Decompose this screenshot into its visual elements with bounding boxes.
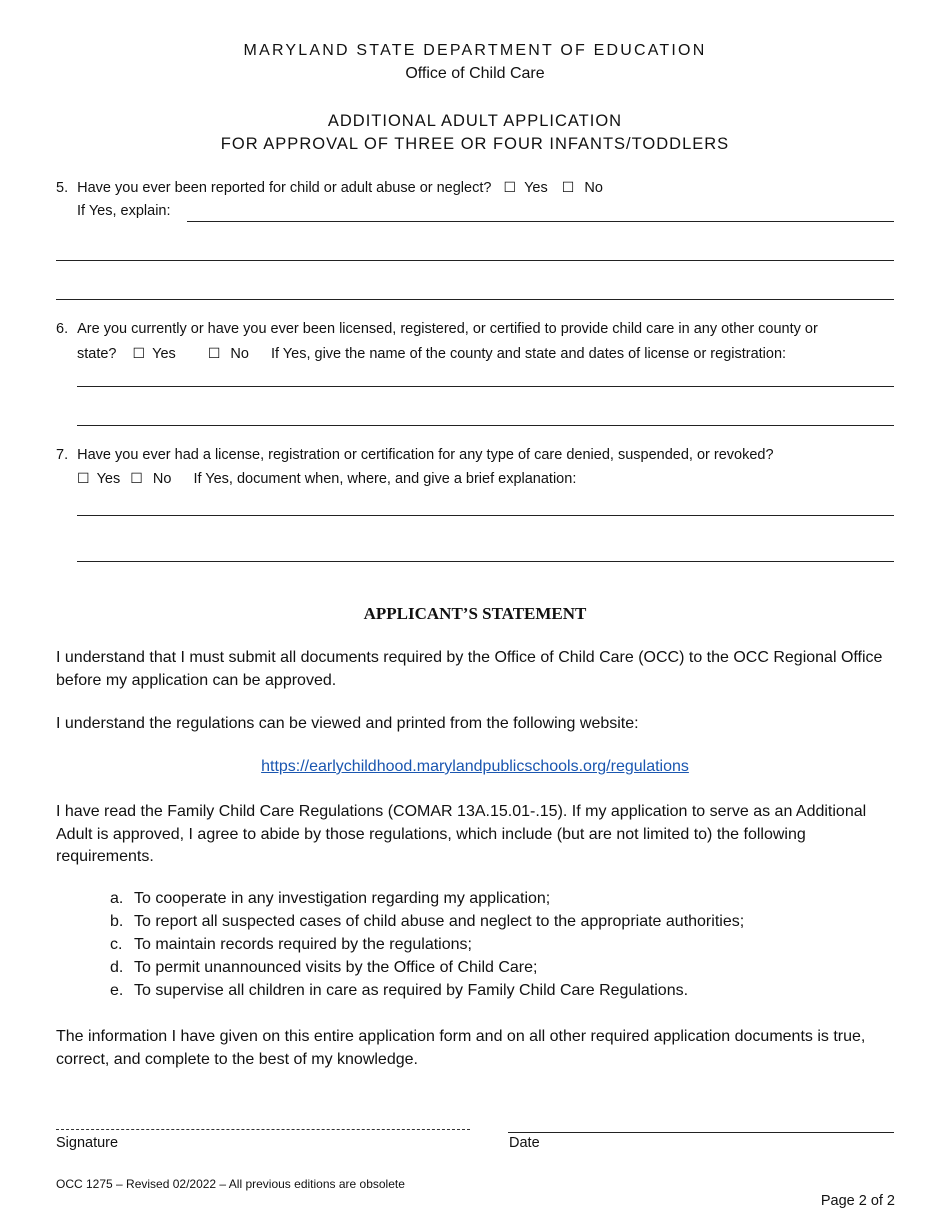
requirement-text: To cooperate in any investigation regarding my application; — [134, 890, 551, 907]
q5-yes-label: Yes — [524, 180, 548, 196]
requirement-text: To maintain records required by the regulations; — [134, 936, 472, 953]
requirement-marker: e. — [110, 982, 124, 999]
question-6-number: 6. — [56, 321, 69, 337]
form-revision-info: OCC 1275 – Revised 02/2022 – All previous editions are obsolete — [56, 1177, 405, 1191]
question-7-line2 — [77, 471, 576, 487]
statement-paragraph-4: The information I have given on this entire application form and on all other required application documents is true, correct, and complete to the best of my knowledge. — [56, 1028, 866, 1068]
requirement-item — [110, 959, 537, 977]
q7-yes-checkbox[interactable]: ☐ — [77, 471, 90, 487]
q5-yes-checkbox[interactable]: ☐ — [503, 180, 517, 196]
question-5-text: Have you ever been reported for child or adult abuse or neglect? — [77, 180, 492, 196]
requirement-marker: a. — [110, 890, 124, 907]
date-line[interactable] — [508, 1132, 894, 1133]
question-6-line2 — [77, 346, 786, 362]
form-title-line2: FOR APPROVAL OF THREE OR FOUR INFANTS/TODDLERS — [220, 135, 730, 153]
question-6-text-line2: state? — [77, 346, 117, 362]
requirement-text: To supervise all children in care as required by Family Child Care Regulations. — [134, 982, 689, 999]
requirement-marker: c. — [110, 936, 123, 953]
question-6 — [56, 321, 818, 337]
page-number: Page 2 of 2 — [820, 1193, 895, 1209]
question-5 — [56, 180, 603, 196]
requirement-marker: d. — [110, 959, 124, 976]
q5-no-label: No — [584, 180, 603, 196]
requirement-item — [110, 982, 688, 1000]
q6-yes-label: Yes — [152, 346, 176, 362]
question-7 — [56, 447, 774, 463]
statement-paragraph-3: I have read the Family Child Care Regulations (COMAR 13A.15.01-.15). If my application to serve as an Additional Adult is approved, I agree to abide by those regulations, which include (but are not limited to) the following requirements. — [56, 803, 867, 865]
q6-no-label: No — [230, 346, 249, 362]
requirement-item — [110, 936, 472, 954]
question-6-text-line1: Are you currently or have you ever been licensed, registered, or certified to provide child care in any other county or — [77, 321, 818, 337]
requirement-text: To report all suspected cases of child abuse and neglect to the appropriate authorities; — [134, 913, 745, 930]
date-label: Date — [509, 1135, 540, 1151]
form-title-line1: ADDITIONAL ADULT APPLICATION — [327, 112, 623, 130]
question-5-number: 5. — [56, 180, 69, 196]
requirement-item — [110, 890, 550, 908]
statement-heading: APPLICANT’S STATEMENT — [363, 604, 587, 623]
office-name: Office of Child Care — [405, 65, 545, 82]
q6-yes-checkbox[interactable]: ☐ — [132, 346, 146, 362]
regulations-link[interactable]: https://earlychildhood.marylandpublicschools.org/regulations — [261, 758, 689, 775]
statement-paragraph-1: I understand that I must submit all documents required by the Office of Child Care (OCC) to the OCC Regional Office before my application can be approved. — [56, 649, 883, 689]
q7-answer-line-1[interactable] — [77, 515, 894, 516]
q5-no-checkbox[interactable]: ☐ — [561, 180, 575, 196]
q5-explain-label: If Yes, explain: — [77, 203, 171, 219]
q7-answer-line-2[interactable] — [77, 561, 894, 562]
agency-name: MARYLAND STATE DEPARTMENT OF EDUCATION — [243, 42, 707, 59]
q6-answer-line-1[interactable] — [77, 386, 894, 387]
requirement-marker: b. — [110, 913, 124, 930]
question-7-text: Have you ever had a license, registration or certification for any type of care denied, suspended, or revoked? — [77, 447, 774, 463]
requirement-item — [110, 913, 744, 931]
signature-label: Signature — [56, 1135, 119, 1151]
q5-answer-line-3[interactable] — [56, 299, 894, 300]
question-6-followup: If Yes, give the name of the county and state and dates of license or registration: — [270, 346, 787, 362]
q7-no-label: No — [152, 471, 172, 487]
q5-answer-line-1[interactable] — [187, 221, 894, 222]
q5-answer-line-2[interactable] — [56, 260, 894, 261]
q6-no-checkbox[interactable]: ☐ — [207, 346, 221, 362]
signature-line[interactable] — [56, 1129, 470, 1130]
q6-answer-line-2[interactable] — [77, 425, 894, 426]
statement-paragraph-2: I understand the regulations can be viewed and printed from the following website: — [56, 715, 639, 732]
requirement-text: To permit unannounced visits by the Office of Child Care; — [134, 959, 538, 976]
q7-no-checkbox[interactable]: ☐ — [130, 471, 143, 487]
question-7-followup: If Yes, document when, where, and give a brief explanation: — [193, 471, 577, 487]
question-7-number: 7. — [56, 447, 69, 463]
q7-yes-label: Yes — [96, 471, 121, 487]
